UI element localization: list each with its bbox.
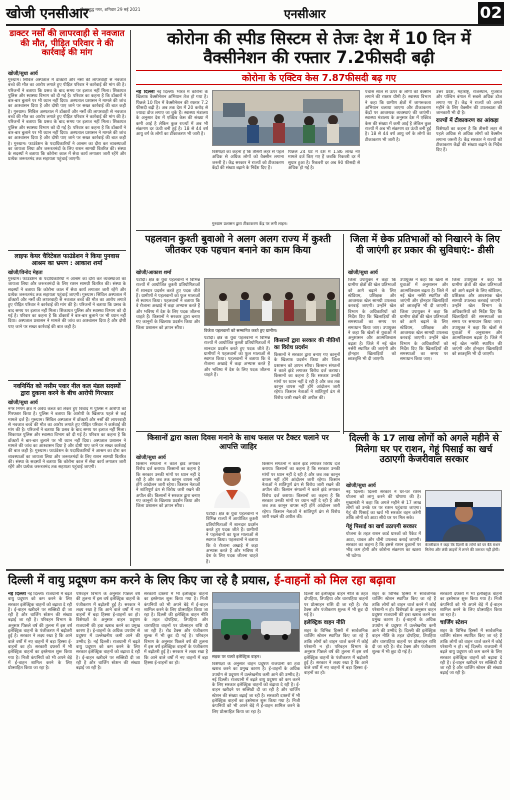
bottom-col-1: [8, 592, 72, 796]
left-sub-text-2: नगर निगम क्षेत्र में अवैध कब्जे को लेकर हुए विवाद में पुलिस ने आरोपी को गिरफ्तार किया है। पुलिस ने बताया कि आरोपी के खिलाफ पहले से कई मामले दर्ज हैं।: [8, 407, 126, 423]
masthead: [6, 4, 504, 26]
bottom-body-2b: विशेषज्ञों के अनुसार वाहन प्रदूषण राजधानी की हवा खराब करने का प्रमुख कारण है। ई-वाहनों के अधिक उपयोग से प्रदूषण में उल्लेखनीय कमी आने की उम्मीद है।: [76, 618, 140, 645]
bottom-body-1b: परिवहन विभाग के अनुसार पिछले वर्ष की तुलना में इस वर्ष इलेक्ट्रिक वाहनों के पंजीकरण में बढ़ोतरी हुई है। सरकार ने लक्ष्य रखा है कि आने वाले वर्षों में नए वाहनों में बड़ा हिस्सा ई-वाहनों का हो।: [8, 618, 72, 650]
bottom-body-3b: दिल्ली की इलेक्ट्रिक वाहन नीति के तहत दोपहिया, तिपहिया और चारपहिया वाहनों पर प्रोत्साहन राशि दी जा रही है। रोड टैक्स और पंजीकरण शुल्क में भी छूट दी गई है।: [144, 613, 208, 640]
bottom-col-3: [144, 592, 208, 796]
wrestling-body-1b: किसानों ने सरकार द्वारा बनाए गए कानूनों के खिलाफ प्रदर्शन किया और जिला प्रशासन को ज्ञापन सौंपा।: [136, 315, 200, 331]
district-col-1: [348, 278, 396, 428]
district-byline: खोजी/सुधा आर्य: [348, 270, 378, 276]
district-body-1: जिला उपायुक्त ने कहा कि ग्रामीण क्षेत्रों की खेल प्रतिभाओं को आगे बढ़ाने के लिए स्टेडियम, प्रशिक्षक और आवश्यक खेल सामग्री उपलब्ध करवाई जाएगी। उन्होंने खेल विभाग के अधिकारियों को निर्देश दिए कि खिलाड़ियों की समस्याओं का समय पर समाधान किया जाए।: [348, 278, 396, 331]
lead-col-1: [136, 90, 208, 218]
farmer-body-2b: किसान संगठनों ने काले झंडे लगाकर विरोध दर्ज कराया। किसानों का कहना है कि सरकार उनकी मांगों पर ध्यान नहीं दे रही है और जब तक कानून वापस नहीं होंगे आंदोलन जारी रहेगा। किसान नेताओं ने शांतिपूर्ण ढंग से विरोध जारी रखने की अपील की।: [262, 488, 340, 520]
ration-photo-caption: केजरीवाल ने कहा कि दिल्ली के लोगों को घर बैठे राशन मिलेगा और लंबी लाइनों में लगने की जरूरत नहीं होगी।: [425, 543, 501, 552]
district-body-2b: जिला उपायुक्त ने कहा कि ग्रामीण क्षेत्रों की खेल प्रतिभाओं को आगे बढ़ाने के लिए स्टेडियम, प्रशिक्षक और आवश्यक खेल सामग्री उपलब्ध करवाई जाएगी। उन्होंने खेल विभाग के अधिकारियों को निर्देश दिए कि खिलाड़ियों की समस्याओं का समय पर समाधान किया जाए।: [400, 309, 448, 363]
ration-byline: खोजी/सुधा आर्य: [346, 483, 376, 489]
bottom-body-4b: नई दिल्ली। राजधानी में बढ़ते वायु प्रदूषण को कम करने के लिए सरकार इलेक्ट्रिक वाहनों को बढ़ावा दे रही है। ई-वाहन खरीदने पर सब्सिडी दी जा रही है और चार्जिंग स्टेशन की संख्या बढ़ाई जा रही है।: [212, 677, 300, 699]
farmer-body-2: किसान संगठनों ने काले झंडे लगाकर विरोध दर्ज कराया। किसानों का कहना है कि सरकार उनकी मांगों पर ध्यान नहीं दे रही है और जब तक कानून वापस नहीं होंगे आंदोलन जारी रहेगा। किसान नेताओं ने शांतिपूर्ण ढंग से विरोध जारी रखने की अपील की।: [262, 462, 340, 494]
side-body-2b: विशेषज्ञों का कहना है कि तीसरी लहर से पहले अधिक से अधिक लोगों को वैक्सीन लगाना जरूरी है। केंद्र सरकार ने राज्यों को टीकाकरण केंद्रों की संख्या बढ़ाने के निर्देश दिए हैं।: [436, 127, 502, 154]
farmer-portrait: [206, 460, 258, 508]
farmer-col-3: [206, 512, 258, 566]
bottom-photo: [212, 592, 300, 652]
district-body-2: उपायुक्त ने कहा कि खेलों से युवाओं में अनुशासन और आत्मविश्वास बढ़ता है। जिले में नई खेल नर्सरी स्थापित की जाएंगी और होनहार खिलाड़ियों को छात्रवृत्ति भी दी जाएगी।: [400, 278, 448, 310]
lead-strap: कोरोना के एक्टिव केस 7.87फीसदी बढ़ गए: [136, 70, 502, 85]
left-story-text-cont2: गुरुग्राम। फाउंडेशन के पदाधिकारियों ने आश्रम का दौरा कर व्यवस्थाओं का जायजा लिया और जरूरतमंदों के लिए राशन सामग्री वितरित की। संस्था के सदस्यों ने बताया कि कोरोना काल में सेवा कार्य लगातार जारी रहेंगे और प्रत्येक जरूरतमंद तक सहायता पहुंचाई जाएगी।: [8, 141, 126, 163]
wrestling-body-1: पटौदी। क्षेत्र के युवा पहलवानों ने विभिन्न राज्यों में आयोजित कुश्ती प्रतियोगिताओं में शानदार प्रदर्शन करते हुए पदक जीते हैं। ग्रामीणों ने पहलवानों का फूल मालाओं से स्वागत किया। पहलवानों ने बताया कि वे रोजाना अखाड़े में कड़ा अभ्यास करते हैं और भविष्य में देश के लिए पदक जीतना चाहते हैं।: [136, 278, 200, 321]
bottom-body-6: शहर के विभिन्न हिस्सों में सार्वजनिक चार्जिंग स्टेशन स्थापित किए जा रहे हैं ताकि लोगों को वाहन चार्ज करने में कोई परेशानी न हो।: [372, 592, 436, 613]
wrestling-photo: [204, 278, 340, 326]
lead-headline: कोरोना की स्पीड सिस्टम से तेजः देश में 10 दिन में वैक्सीनेशन की रफ्तार 7.2फीसदी बढ़ी: [167, 29, 471, 67]
district-col-3: [452, 278, 502, 428]
bottom-body-1: नई दिल्ली। राजधानी में बढ़ते वायु प्रदूषण को कम करने के लिए सरकार इलेक्ट्रिक वाहनों को बढ़ावा दे रही है। ई-वाहन खरीदने पर सब्सिडी दी जा रही है और चार्जिंग स्टेशन की संख्या बढ़ाई जा रही है।: [8, 592, 72, 624]
bottom-headline-wrap: [8, 573, 502, 587]
bottom-body-7b: शहर के विभिन्न हिस्सों में सार्वजनिक चार्जिंग स्टेशन स्थापित किए जा रहे हैं ताकि लोगों को वाहन चार्ज करने में कोई परेशानी न हो।: [440, 629, 502, 650]
left-story-text: गुरुग्राम। सिविल अस्पताल में डॉक्टरों और नर्सों की लापरवाही से नवजात बच्चे की मौत का आरोप लगाते हुए पीड़ित परिवार ने कार्रवाई की मांग की है। परिजनों ने बताया कि प्रसव के बाद समय पर इलाज नहीं मिला। शिकायत पुलिस और स्वास्थ्य विभाग को दी गई है। परिवार का कहना है कि डॉक्टरों ने बार-बार बुलाने पर भी ध्यान नहीं दिया। अस्पताल प्रशासन ने मामले की जांच का आश्वासन दिया है और दोषी पाए जाने पर सख्त कार्रवाई की बात कही है।: [8, 78, 126, 115]
left-sub-body-2: [8, 407, 126, 565]
wrestling-col-1: [136, 278, 200, 428]
left-sub-text-2b: गुरुग्राम। सिविल अस्पताल में डॉक्टरों और नर्सों की लापरवाही से नवजात बच्चे की मौत का आरोप लगाते हुए पीड़ित परिवार ने कार्रवाई की मांग की है। परिजनों ने बताया कि प्रसव के बाद समय पर इलाज नहीं मिला। शिकायत पुलिस और स्वास्थ्य विभाग को दी गई है। परिवार का कहना है कि डॉक्टरों ने बार-बार बुलाने पर भी ध्यान नहीं दिया। अस्पताल प्रशासन ने मामले की जांच का आश्वासन दिया है और दोषी पाए जाने पर सख्त कार्रवाई की बात कही है।: [8, 417, 126, 455]
side-body-1b: स्वास्थ्य मंत्रालय के अनुसार देश में एक्टिव केस की संख्या में कमी आई है लेकिन कुछ राज्यों में अब भी संक्रमण दर ऊंची बनी हुई है। 18 से 44 वर्ष आयु वर्ग के लोगों का टीकाकरण भी जारी है।: [365, 116, 431, 143]
district-col-2: [400, 278, 448, 428]
district-headline: जिला में छेक प्रतिभाओं को निखारने के लिए दी जाएंगी हर प्रकार की सुविधाएं:- डीसी: [350, 234, 500, 256]
ration-col-1: [346, 490, 421, 566]
ration-sub: गेहूं पिसाई का खर्च उठाएगी सरकार: [346, 523, 417, 530]
bottom-col-5: [304, 592, 368, 796]
farmer-headline: किसानों द्वारा काला दिवस मनाने के साथ फसल पर टैक्टर चलाने पर आपत्ति जाहिर: [147, 433, 329, 451]
side-col-2: [436, 90, 502, 226]
district-body-3b: उपायुक्त ने कहा कि खेलों से युवाओं में अनुशासन और आत्मविश्वास बढ़ता है। जिले में नई खेल नर्सरी स्थापित की जाएंगी और होनहार खिलाड़ियों को छात्रवृत्ति भी दी जाएगी।: [452, 325, 502, 358]
bottom-col-6: [372, 592, 436, 796]
lead-body-1: नई दिल्ली। भारत में कोरोना के खिलाफ वैक्सीनेशन अभियान तेज हो गया है। पिछले 10 दिन में वैक्सीनेशन की रफ्तार 7.2 फीसदी बढ़ी है। अब तक देश में 20 करोड़ से ज्यादा डोज लगाए जा चुके हैं।: [136, 90, 208, 117]
side-body-2: उत्तर प्रदेश, महाराष्ट्र, राजस्थान, गुजरात और पश्चिम बंगाल में सबसे अधिक डोज लगाए गए हैं। केंद्र ने राज्यों को अगले महीने के लिए वैक्सीन की उपलब्धता की जानकारी भी दी है।: [436, 90, 502, 117]
bottom-sub-1: इलेक्ट्रिक वाहन नीति: [304, 620, 346, 627]
ration-body-1b: योजना के तहत राशन कार्ड धारकों को पैकेट में आटा, चावल और चीनी उपलब्ध कराई जाएगी। सरकार का कहना है कि इससे राशन दुकानों पर भीड़ कम होगी और कोरोना संक्रमण का खतरा भी घटेगा।: [346, 532, 421, 559]
district-body-3: जिला उपायुक्त ने कहा कि ग्रामीण क्षेत्रों की खेल प्रतिभाओं को आगे बढ़ाने के लिए स्टेडियम, प्रशिक्षक और आवश्यक खेल सामग्री उपलब्ध करवाई जाएगी। उन्होंने खेल विभाग के अधिकारियों को निर्देश दिए कि खिलाड़ियों की समस्याओं का समय पर समाधान किया जाए।: [452, 278, 502, 326]
bottom-body-2: परिवहन विभाग के अनुसार पिछले वर्ष की तुलना में इस वर्ष इलेक्ट्रिक वाहनों के पंजीकरण में बढ़ोतरी हुई है। सरकार ने लक्ष्य रखा है कि आने वाले वर्षों में नए वाहनों में बड़ा हिस्सा ई-वाहनों का हो।: [76, 592, 140, 619]
left-story-headline: डाक्टर नर्सों की लापरवाही से नवजात की मौत, पीड़ित परिवार ने की कार्रवाई की मांग: [9, 29, 125, 59]
bottom-body-5b: शहर के विभिन्न हिस्सों में सार्वजनिक चार्जिंग स्टेशन स्थापित किए जा रहे हैं ताकि लोगों को वाहन चार्ज करने में कोई परेशानी न हो।: [304, 629, 368, 650]
bottom-photo-caption: सड़क पर चलते इलेक्ट्रिक वाहन।: [212, 654, 261, 659]
brand-title: खोजी एनसीआर: [6, 6, 89, 22]
wrestling-sub: किसानों द्वारा सरकार की नीतियों का विरोध प्रदर्शन: [274, 338, 340, 351]
bottom-body-6b: विशेषज्ञों के अनुसार वाहन प्रदूषण राजधानी की हवा खराब करने का प्रमुख कारण है। ई-वाहनों के अधिक उपयोग से प्रदूषण में उल्लेखनीय कमी आने की उम्मीद है।: [372, 607, 436, 635]
lead-photo: [212, 90, 360, 146]
bottom-body-4: विशेषज्ञों के अनुसार वाहन प्रदूषण राजधानी की हवा खराब करने का प्रमुख कारण है। ई-वाहनों के अधिक उपयोग से प्रदूषण में उल्लेखनीय कमी आने की उम्मीद है।: [212, 662, 300, 678]
bottom-body-3: सरकारी दफ्तरों में भी इलेक्ट्रिक वाहनों का इस्तेमाल शुरू किया गया है। निजी कंपनियों को भी अपने बेड़े में ई-वाहन शामिल करने के लिए प्रोत्साहित किया जा रहा है।: [144, 592, 208, 619]
left-story-body: [8, 78, 126, 248]
left-sub-text-1b: गुरुग्राम। सिविल अस्पताल में डॉक्टरों और नर्सों की लापरवाही से नवजात बच्चे की मौत का आरोप लगाते हुए पीड़ित परिवार ने कार्रवाई की मांग की है। परिजनों ने बताया कि प्रसव के बाद समय पर इलाज नहीं मिला। शिकायत पुलिस और स्वास्थ्य विभाग को दी गई है। परिवार का कहना है कि डॉक्टरों ने बार-बार बुलाने पर भी ध्यान नहीं दिया। अस्पताल प्रशासन ने मामले की जांच का आश्वासन दिया है और दोषी पाए जाने पर सख्त कार्रवाई की बात कही है।: [8, 292, 126, 330]
lead-body-3: पिछले 24 घंटे में देश में 1.86 लाख नए मामले दर्ज किए गए हैं जबकि रिकवरी दर में सुधार हुआ है। रिकवरी दर अब 90 फीसदी से अधिक हो गई है।: [288, 150, 360, 171]
farmer-body-3: पटौदी। क्षेत्र के युवा पहलवानों ने विभिन्न राज्यों में आयोजित कुश्ती प्रतियोगिताओं में शानदार प्रदर्शन करते हुए पदक जीते हैं। ग्रामीणों ने पहलवानों का फूल मालाओं से स्वागत किया। पहलवानों ने बताया कि वे रोजाना अखाड़े में कड़ा अभ्यास करते हैं और भविष्य में देश के लिए पदक जीतना चाहते हैं।: [206, 512, 258, 565]
lead-col-2: [212, 150, 284, 218]
lead-body-2: विशेषज्ञों का कहना है कि तीसरी लहर से पहले अधिक से अधिक लोगों को वैक्सीन लगाना जरूरी है। केंद्र सरकार ने राज्यों को टीकाकरण केंद्रों की संख्या बढ़ाने के निर्देश दिए हैं।: [212, 150, 284, 171]
edition-meta: गौतमबुद्ध नगर, शनिवार 29 मई 2021: [80, 7, 141, 12]
bottom-body-7c: नई दिल्ली। राजधानी में बढ़ते वायु प्रदूषण को कम करने के लिए सरकार इलेक्ट्रिक वाहनों को बढ़ावा दे रही है। ई-वाहन खरीदने पर सब्सिडी दी जा रही है और चार्जिंग स्टेशन की संख्या बढ़ाई जा रही है।: [440, 644, 502, 677]
ration-photo: [425, 490, 502, 542]
left-sub-byline-1: खोजी/विनोद मेहता: [8, 270, 43, 276]
bottom-col-4: [212, 662, 300, 796]
bottom-body-4c: सरकारी दफ्तरों में भी इलेक्ट्रिक वाहनों का इस्तेमाल शुरू किया गया है। निजी कंपनियों को भी अपने बेड़े में ई-वाहन शामिल करने के लिए प्रोत्साहित किया जा रहा है।: [212, 693, 300, 715]
farmer-body-1b: किसानों ने सरकार द्वारा बनाए गए कानूनों के खिलाफ प्रदर्शन किया और जिला प्रशासन को ज्ञापन सौंपा।: [136, 493, 200, 510]
bottom-body-5c: परिवहन विभाग के अनुसार पिछले वर्ष की तुलना में इस वर्ष इलेक्ट्रिक वाहनों के पंजीकरण में बढ़ोतरी हुई है। सरकार ने लक्ष्य रखा है कि आने वाले वर्षों में नए वाहनों में बड़ा हिस्सा ई-वाहनों का हो।: [304, 644, 368, 677]
bottom-sub-2: चार्जिंग स्टेशन: [440, 620, 468, 627]
bottom-body-7: सरकारी दफ्तरों में भी इलेक्ट्रिक वाहनों का इस्तेमाल शुरू किया गया है। निजी कंपनियों को भी अपने बेड़े में ई-वाहन शामिल करने के लिए प्रोत्साहित किया जा रहा है।: [440, 592, 502, 619]
wrestling-col-2: [204, 336, 270, 428]
wrestling-body-3: किसानों ने सरकार द्वारा बनाए गए कानूनों के खिलाफ प्रदर्शन किया और जिला प्रशासन को ज्ञापन सौंपा।: [274, 353, 340, 369]
bottom-col-7: [440, 592, 502, 796]
side-body-1: पचास साल से ऊपर के लोगों को वैक्सीन लगाने की रफ्तार धीमी है। स्वास्थ्य विभाग ने कहा कि ग्रामीण क्षेत्रों में जागरूकता अभियान चलाया जाएगा और टीकाकरण केंद्रों पर आवश्यक व्यवस्थाएं की जाएंगी।: [365, 90, 431, 117]
page-number: 02: [479, 3, 503, 22]
farmer-byline: खोजी/सुधा आर्य: [136, 455, 166, 461]
left-sub-text-1: गुरुग्राम। फाउंडेशन के पदाधिकारियों ने आश्रम का दौरा कर व्यवस्थाओं का जायजा लिया और जरूरतमंदों के लिए राशन सामग्री वितरित की। संस्था के सदस्यों ने बताया कि कोरोना काल में सेवा कार्य लगातार जारी रहेंगे और प्रत्येक जरूरतमंद तक सहायता पहुंचाई जाएगी।: [8, 277, 126, 298]
bottom-body-5: दिल्ली की इलेक्ट्रिक वाहन नीति के तहत दोपहिया, तिपहिया और चारपहिया वाहनों पर प्रोत्साहन राशि दी जा रही है। रोड टैक्स और पंजीकरण शुल्क में भी छूट दी गई है।: [304, 592, 368, 619]
section-title: एनसीआर: [284, 7, 326, 21]
left-sub-headline-1: लाइफ केयर चैरिटेबल फाउंडेशन ने किया पुनवास आश्रम का भ्रमण : आकाश शर्मा: [14, 253, 120, 268]
ration-body-1: नई दिल्ली। दिल्ली सरकार ने घर-घर राशन योजना को लागू करने की घोषणा की है। मुख्यमंत्री ने कहा कि अगले महीने से 17 लाख लोगों को उनके घर पर राशन पहुंचाया जाएगा। गेहूं की पिसाई का खर्च भी सरकार वहन करेगी ताकि लोगों को आटा सीधे घर पर मिल सके।: [346, 490, 421, 522]
farmer-col-2: [262, 462, 340, 566]
bottom-body-6c: दिल्ली की इलेक्ट्रिक वाहन नीति के तहत दोपहिया, तिपहिया और चारपहिया वाहनों पर प्रोत्साहन राशि दी जा रही है। रोड टैक्स और पंजीकरण शुल्क में भी छूट दी गई है।: [372, 629, 436, 656]
bottom-body-2c: नई दिल्ली। राजधानी में बढ़ते वायु प्रदूषण को कम करने के लिए सरकार इलेक्ट्रिक वाहनों को बढ़ावा दे रही है। ई-वाहन खरीदने पर सब्सिडी दी जा रही है और चार्जिंग स्टेशन की संख्या बढ़ाई जा रही है।: [76, 639, 140, 672]
wrestling-byline: खोजी/आकाश शर्मा: [136, 270, 172, 276]
left-sub-headline-2: नवनिर्मित को नसीम पवार नील कल मंडल सदस्यों द्वारा दुकाना करने के बीच आरोपी गिरफ्तार: [13, 383, 121, 398]
lead-photo-caption: गुरुग्राम प्रशासन द्वारा टीकाकरण केंद्र पर लगी लाइन।: [212, 221, 288, 226]
left-sub-body-1: [8, 277, 126, 377]
bottom-col-2: [76, 592, 140, 796]
bottom-byline: नई दिल्ली: [8, 592, 26, 597]
wrestling-body-2: पटौदी। क्षेत्र के युवा पहलवानों ने विभिन्न राज्यों में आयोजित कुश्ती प्रतियोगिताओं में शानदार प्रदर्शन करते हुए पदक जीते हैं। ग्रामीणों ने पहलवानों का फूल मालाओं से स्वागत किया। पहलवानों ने बताया कि वे रोजाना अखाड़े में कड़ा अभ्यास करते हैं और भविष्य में देश के लिए पदक जीतना चाहते हैं।: [204, 336, 270, 379]
ration-headline: दिल्ली के 17 लाख लोगों को अगले महीने से मिलेगा घर पर राशन, गेहूं पिसाई का खर्च उठाएगी केजरीवाल सरकार: [349, 433, 499, 466]
bottom-headline: दिल्ली में वायु प्रदूषण कम करने के लिए किए जा रहे है प्रयास,: [8, 573, 271, 587]
wrestling-photo-caption: विजेता पहलवानों को सम्मानित करते हुए ग्रामीण।: [204, 328, 278, 333]
wrestling-col-3: [274, 336, 340, 428]
lead-col-3: [288, 150, 360, 218]
side-col-1: [365, 90, 431, 226]
left-story-text-cont: गुरुग्राम। सिविल अस्पताल में डॉक्टरों और नर्सों की लापरवाही से नवजात बच्चे की मौत का आरोप लगाते हुए पीड़ित परिवार ने कार्रवाई की मांग की है। परिजनों ने बताया कि प्रसव के बाद समय पर इलाज नहीं मिला। शिकायत पुलिस और स्वास्थ्य विभाग को दी गई है। परिवार का कहना है कि डॉक्टरों ने बार-बार बुलाने पर भी ध्यान नहीं दिया। अस्पताल प्रशासन ने मामले की जांच का आश्वासन दिया है और दोषी पाए जाने पर सख्त कार्रवाई की बात कही है।: [8, 109, 126, 147]
district-body-1b: उपायुक्त ने कहा कि खेलों से युवाओं में अनुशासन और आत्मविश्वास बढ़ता है। जिले में नई खेल नर्सरी स्थापित की जाएंगी और होनहार खिलाड़ियों को छात्रवृत्ति भी दी जाएगी।: [348, 325, 396, 363]
farmer-col-1: [136, 462, 200, 566]
bottom-body-1c: सरकारी दफ्तरों में भी इलेक्ट्रिक वाहनों का इस्तेमाल शुरू किया गया है। निजी कंपनियों को भी अपने बेड़े में ई-वाहन शामिल करने के लिए प्रोत्साहित किया जा रहा है।: [8, 644, 72, 672]
left-story-byline: खोजी/सुधा आर्य: [8, 71, 38, 77]
wrestling-body-3b: किसान संगठनों ने काले झंडे लगाकर विरोध दर्ज कराया। किसानों का कहना है कि सरकार उनकी मांगों पर ध्यान नहीं दे रही है और जब तक कानून वापस नहीं होंगे आंदोलन जारी रहेगा। किसान नेताओं ने शांतिपूर्ण ढंग से विरोध जारी रखने की अपील की।: [274, 363, 340, 401]
bottom-headline-red: ई-वाहनों को मिल रहा बढ़ावा: [274, 573, 396, 587]
side-sub: राज्यों में टीकाकरण का आंकड़ा: [436, 118, 499, 125]
lead-byline: नई दिल्ली: [136, 90, 155, 95]
farmer-body-1: किसान संगठनों ने काले झंडे लगाकर विरोध दर्ज कराया। किसानों का कहना है कि सरकार उनकी मांगों पर ध्यान नहीं दे रही है और जब तक कानून वापस नहीं होंगे आंदोलन जारी रहेगा। किसान नेताओं ने शांतिपूर्ण ढंग से विरोध जारी रखने की अपील की।: [136, 462, 200, 499]
bottom-body-3c: परिवहन विभाग के अनुसार पिछले वर्ष की तुलना में इस वर्ष इलेक्ट्रिक वाहनों के पंजीकरण में बढ़ोतरी हुई है। सरकार ने लक्ष्य रखा है कि आने वाले वर्षों में नए वाहनों में बड़ा हिस्सा ई-वाहनों का हो।: [144, 634, 208, 666]
left-sub-byline-2: खोजी/सुधा आर्य: [8, 400, 38, 406]
left-sub-text-2c: गुरुग्राम। फाउंडेशन के पदाधिकारियों ने आश्रम का दौरा कर व्यवस्थाओं का जायजा लिया और जरूरतमंदों के लिए राशन सामग्री वितरित की। संस्था के सदस्यों ने बताया कि कोरोना काल में सेवा कार्य लगातार जारी रहेंगे और प्रत्येक जरूरतमंद तक सहायता पहुंचाई जाएगी।: [8, 449, 126, 471]
lead-body-1b: स्वास्थ्य मंत्रालय के अनुसार देश में एक्टिव केस की संख्या में कमी आई है लेकिन कुछ राज्यों में अब भी संक्रमण दर ऊंची बनी हुई है। 18 से 44 वर्ष आयु वर्ग के लोगों का टीकाकरण भी जारी है।: [136, 111, 208, 138]
wrestling-headline: पहलवान कुश्ती बुवाओ ने अलग अलग राज्य में कुश्ती जीतकर एक पहचान बनाने का काम किया: [145, 234, 331, 256]
